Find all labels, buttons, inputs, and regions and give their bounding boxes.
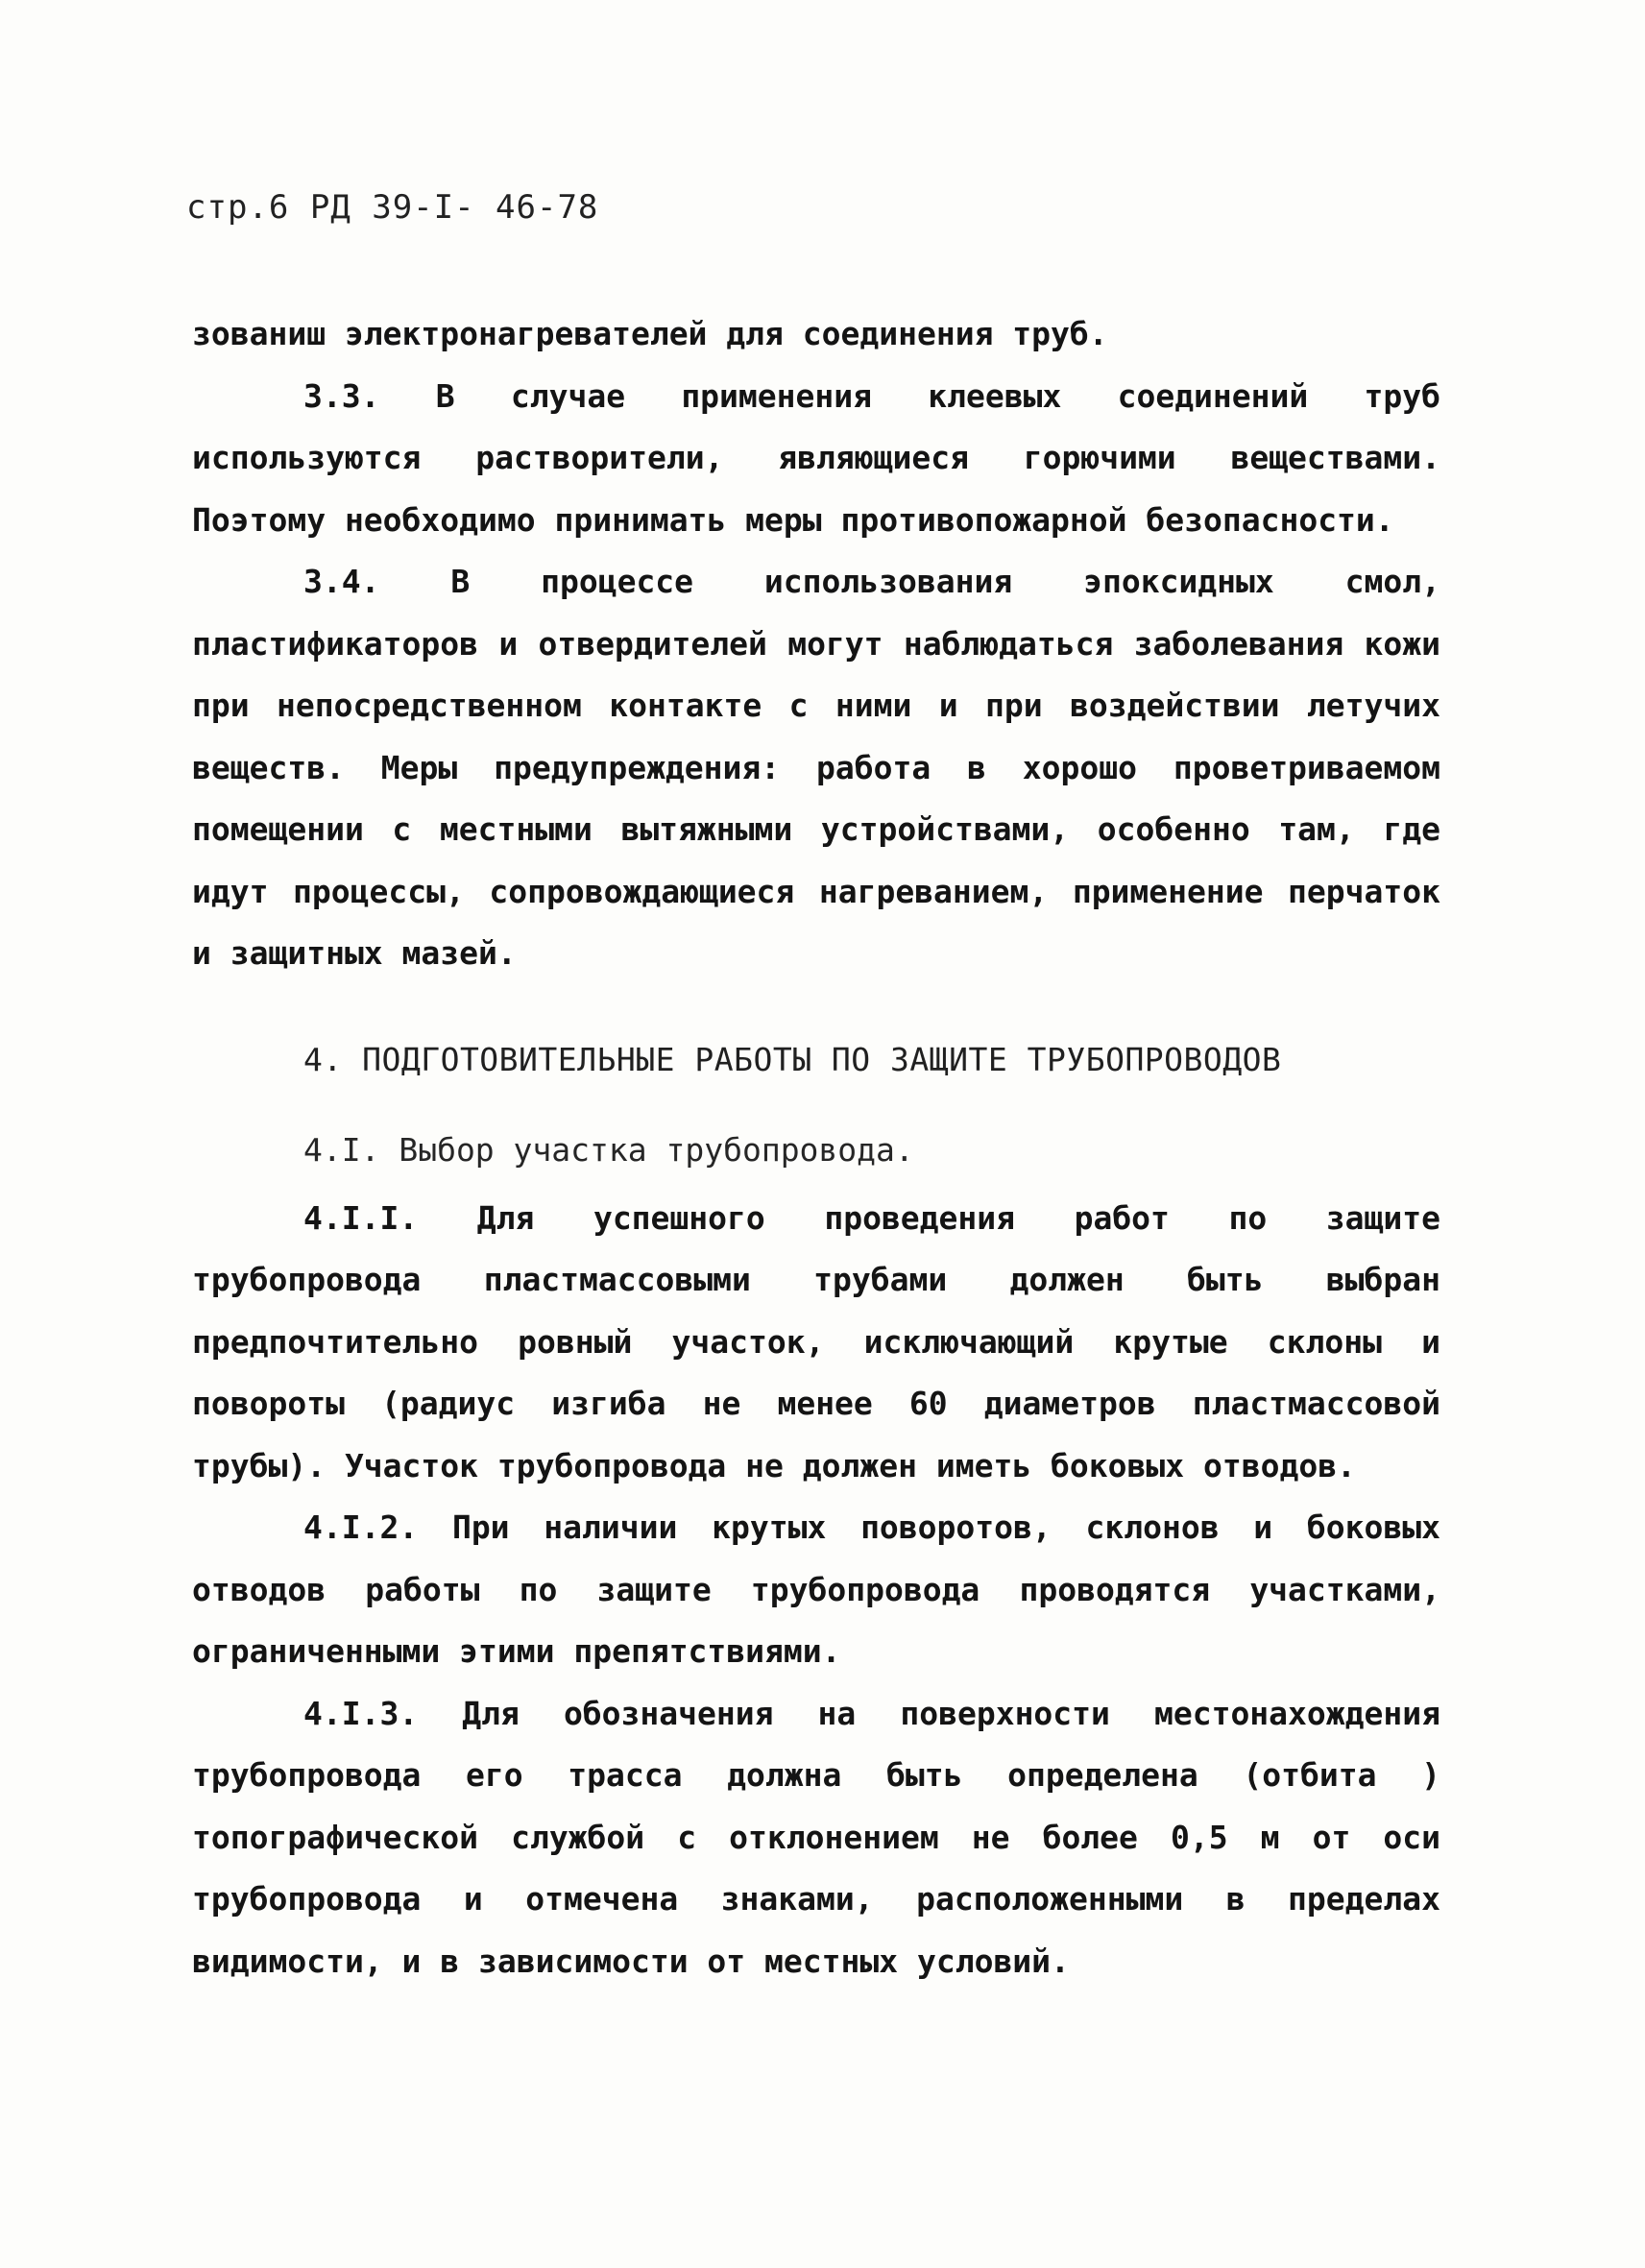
paragraph-3-3: 3.3. В случае применения клеевых соединений труб используются растворители, являющиеся горючими веществами. Поэтому необходимо принимать меры противопожарной безопасности. bbox=[192, 376, 1440, 539]
section-4-title: 4. ПОДГОТОВИТЕЛЬНЫЕ РАБОТЫ ПО ЗАЩИТЕ ТРУБОПРОВОДОВ bbox=[303, 1040, 1282, 1078]
paragraph-3-4: 3.4. В процессе использования эпоксидных смол, пластификаторов и отвердителей могут наблюдаться заболевания кожи при непосредственном контакте с ними и при воздействии летучих веществ. Меры предупреждения: работа в хорошо проветриваемом помещении с местными вытяжными устройствами, особенно там, где идут процессы, сопровождающиеся нагреванием, применение перчаток и защитных мазей. bbox=[192, 563, 1440, 972]
paragraph-continuation: зованиш электронагревателей для соединения труб. bbox=[192, 315, 1108, 352]
paragraph-4-1-1: 4.I.I. Для успешного проведения работ по защите трубопровода пластмассовыми трубами должен быть выбран предпочтительно ровный участок, исключающий крутые склоны и повороты (радиус изгиба не менее 60 диаметров пластмассовой трубы). Участок трубопровода не должен иметь боковых отводов. bbox=[192, 1198, 1440, 1484]
paragraph-4-1-2: 4.I.2. При наличии крутых поворотов, склонов и боковых отводов работы по защите трубопровода проводятся участками, ограниченными этими препятствиями. bbox=[192, 1508, 1440, 1670]
paragraph-4-1: 4.I. Выбор участка трубопровода. bbox=[303, 1131, 914, 1169]
document-body bbox=[192, 303, 1440, 1992]
paragraph-4-1-3: 4.I.3. Для обозначения на поверхности местонахождения трубопровода его трасса должна быть определена (отбита ) топографической службой с отклонением не более 0,5 м от оси трубопровода и отмечена знаками, расположенными в пределах видимости, и в зависимости от местных условий. bbox=[192, 1694, 1440, 1980]
page-header: стр.6 РД 39-I- 46-78 bbox=[186, 188, 599, 227]
